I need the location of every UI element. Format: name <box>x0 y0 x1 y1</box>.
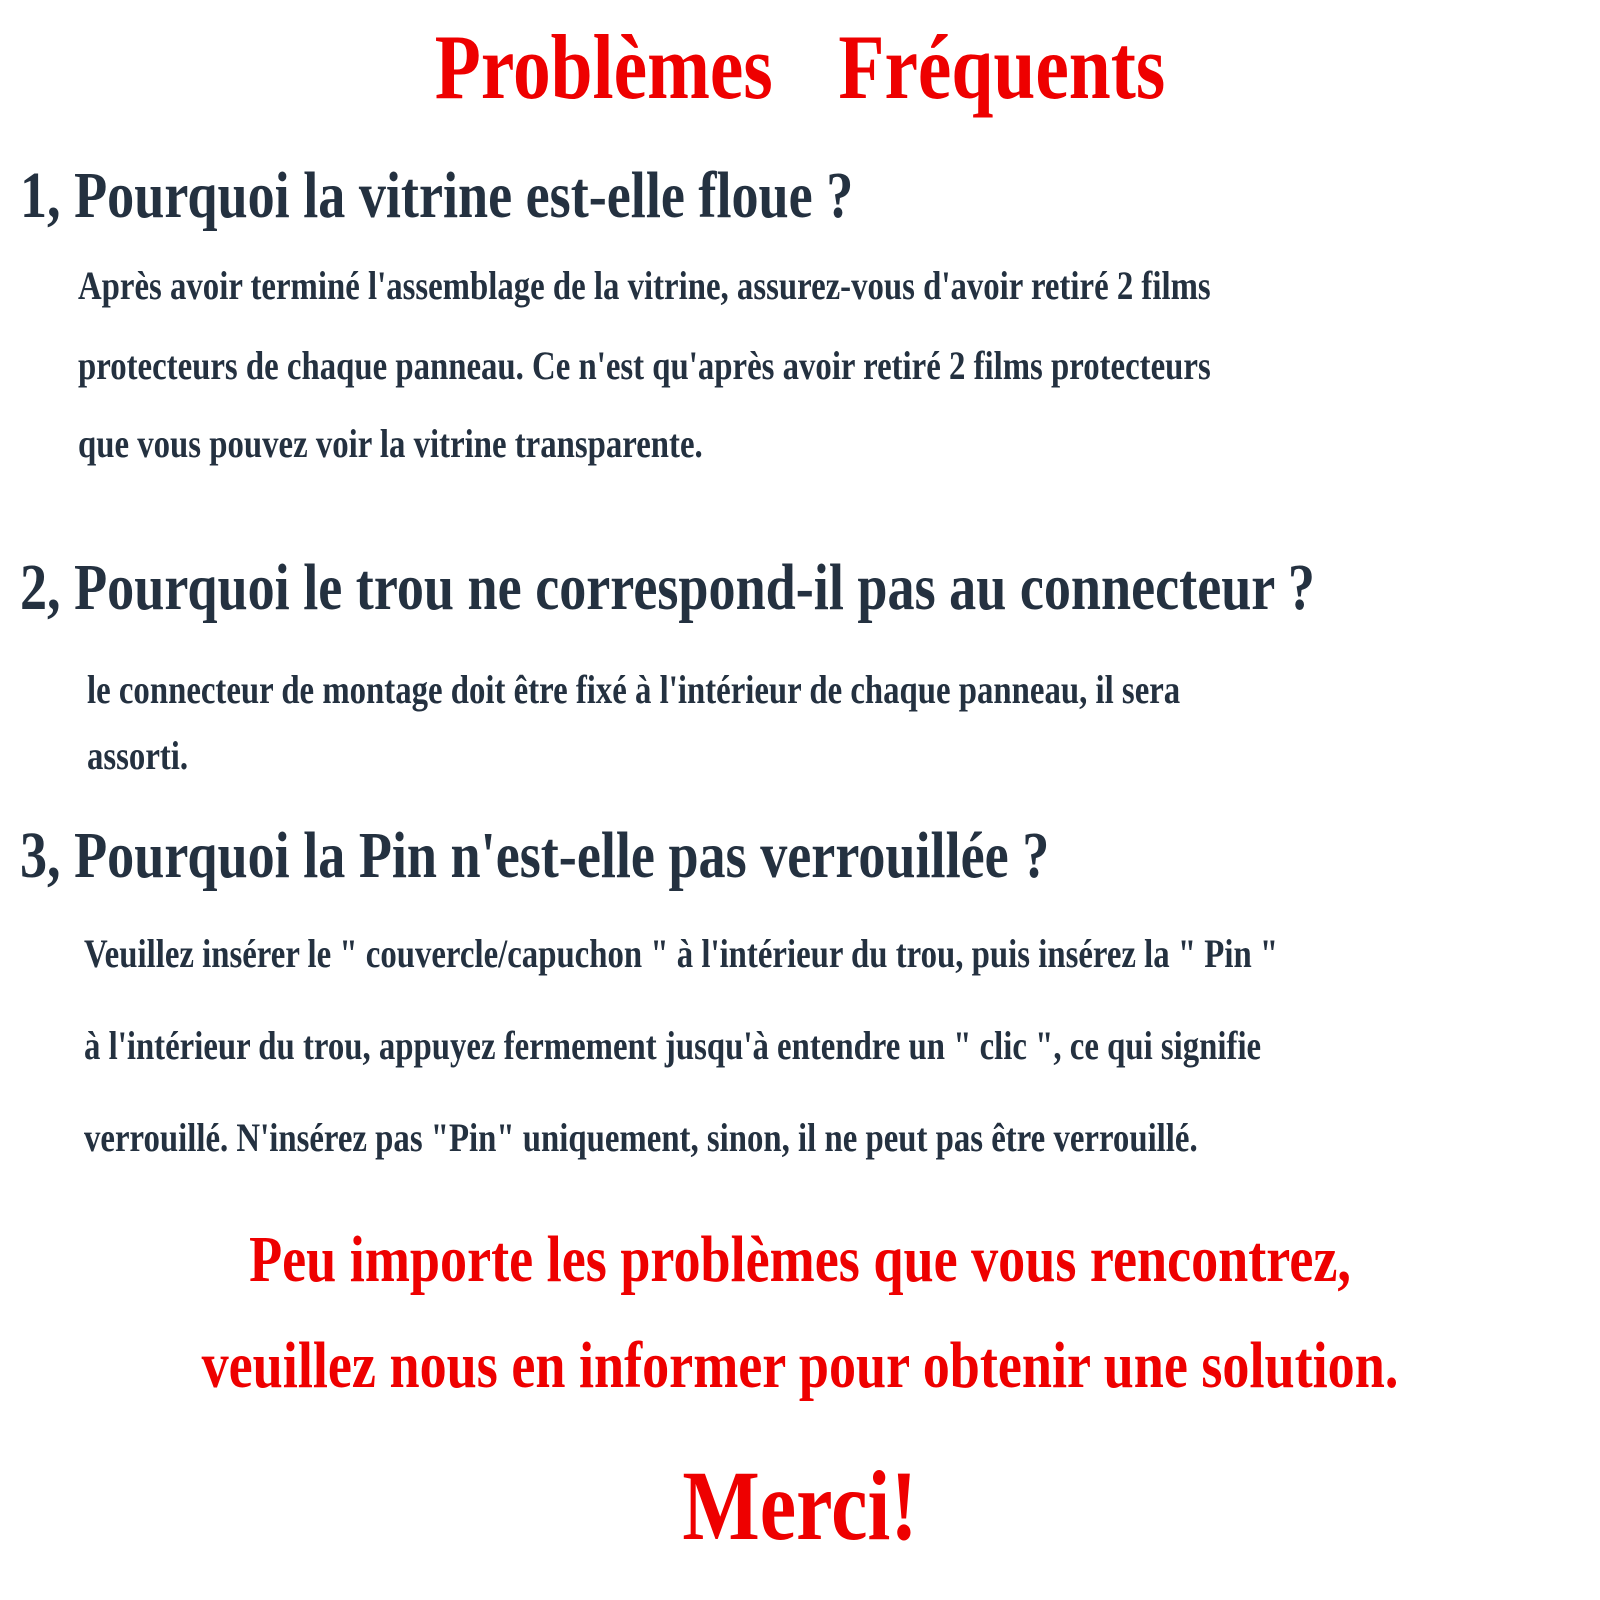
faq-question-1: 1, Pourquoi la vitrine est-elle floue ? <box>20 159 854 232</box>
faq-answer-3-line-3: verrouillé. N'insérez pas "Pin" uniquement, sinon, il ne peut pas être verrouillé. <box>84 1115 1198 1160</box>
footer-message-line-2: veuillez nous en informer pour obtenir une solution. <box>201 1329 1399 1402</box>
faq-answer-2-line-2: assorti. <box>87 733 189 778</box>
faq-answer-3-line-2: à l'intérieur du trou, appuyez fermement jusqu'à entendre un " clic ", ce qui signifie <box>84 1023 1262 1068</box>
footer-message-line-1: Peu importe les problèmes que vous rencontrez, <box>249 1223 1351 1296</box>
faq-answer-1-line-1: Après avoir terminé l'assemblage de la vitrine, assurez-vous d'avoir retiré 2 films <box>78 263 1211 308</box>
title-word-problemes: Problèmes <box>434 16 773 118</box>
thanks-text: Merci! <box>682 1450 918 1561</box>
faq-answer-2-line-1: le connecteur de montage doit être fixé à l'intérieur de chaque panneau, il sera <box>87 667 1181 712</box>
faq-question-2: 2, Pourquoi le trou ne correspond-il pas au connecteur ? <box>20 551 1315 624</box>
faq-answer-1-line-3: que vous pouvez voir la vitrine transparente. <box>78 421 703 466</box>
title-word-frequents: Fréquents <box>838 16 1166 118</box>
faq-answer-3-line-1: Veuillez insérer le " couvercle/capuchon " à l'intérieur du trou, puis insérez la " Pin " <box>84 931 1279 976</box>
page-title <box>144 14 1456 120</box>
faq-answer-1-line-2: protecteurs de chaque panneau. Ce n'est qu'après avoir retiré 2 films protecteurs <box>78 343 1211 388</box>
faq-question-3: 3, Pourquoi la Pin n'est-elle pas verrouillée ? <box>20 819 1050 892</box>
